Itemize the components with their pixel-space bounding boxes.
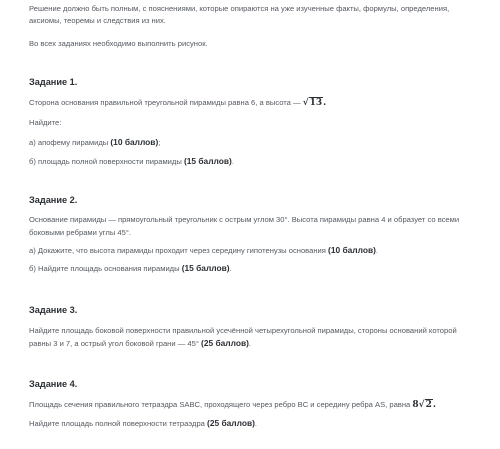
task2-part-a	[29, 244, 488, 257]
task2-part-b-end: .	[229, 264, 232, 274]
task2-part-a-points: (10 баллов)	[328, 244, 376, 255]
task1-part-a-points: (10 баллов)	[110, 136, 159, 147]
task4-title: Задание 4.	[29, 379, 78, 389]
task1-part-b-end: .	[231, 157, 234, 167]
task4-line-1-text: Площадь сечения правильного тетраэдра SABC, проходящего через ребро BC и середину ребра AS, равна	[29, 400, 411, 409]
task4-area-coef: 8	[412, 400, 419, 410]
task3-end: .	[248, 339, 252, 349]
task3-line-2	[29, 337, 488, 350]
task1-statement-text: Сторона основания правильной треугольной пирамиды равна 6, а высота —	[29, 98, 301, 107]
task1-part-b-points: (15 баллов)	[183, 156, 232, 167]
task1-part-a	[29, 136, 488, 149]
task2-part-b-points: (15 баллов)	[181, 263, 230, 274]
task1-find: Найдите:	[29, 118, 62, 128]
task3-section	[29, 304, 488, 351]
task2-part-a-end: .	[375, 245, 379, 255]
task4-line-1	[29, 398, 488, 412]
task3-points: (25 баллов)	[201, 338, 249, 349]
task2-line-2: боковыми ребрами углы 45°.	[29, 228, 131, 238]
task2-title: Задание 2.	[29, 195, 78, 205]
task1-radicand: 13	[309, 98, 323, 108]
task4-section	[29, 378, 488, 431]
task3-line-1: Найдите площадь боковой поверхности правильной усечённой четырехугольной пирамиды, стороны оснований которой	[29, 326, 457, 335]
task2-section	[29, 194, 488, 276]
task4-end: .	[254, 419, 258, 429]
task3-line-2-text: равны 3 и 7, а острый угол боковой грани — 45°	[29, 339, 199, 349]
task3-title: Задание 3.	[29, 305, 78, 315]
task1-period: .	[323, 98, 327, 108]
task2-line-1: Основание пирамиды — прямоугольный треугольник с острым углом 30°. Высота пирамиды равна 4 и образует со всеми	[29, 215, 460, 224]
task1-part-a-end: ;	[158, 137, 161, 147]
task1-section	[29, 76, 488, 169]
task1-statement	[29, 96, 488, 110]
task4-sqrt: √2	[418, 400, 432, 410]
task4-radicand: 2	[425, 400, 432, 410]
task2-part-b-text: б) Найдите площадь основания пирамиды	[29, 264, 180, 274]
task1-part-b-text: б) площадь полной поверхности пирамиды	[29, 157, 182, 167]
task1-part-b	[29, 155, 488, 168]
intro-line-2: аксиомы, теоремы и следствия из них.	[29, 16, 166, 26]
task2-part-a-text: а) Докажите, что высота пирамиды проходит через середину гипотенузы основания	[29, 245, 326, 255]
intro-section	[29, 2, 488, 50]
task4-line-2-text: Найдите площадь полной поверхности тетраэдра	[29, 419, 205, 429]
intro-line-1: Решение должно быть полным, с пояснениями, которые опираются на уже изученные факты, формулы, определения,	[29, 4, 450, 13]
task2-part-b	[29, 262, 488, 275]
task4-line-2	[29, 417, 488, 430]
intro-line-3: Во всех заданиях необходимо выполнить рисунок.	[29, 38, 208, 48]
task4-period: .	[432, 400, 436, 410]
task1-sqrt: √13	[302, 98, 323, 108]
task1-title: Задание 1.	[29, 77, 78, 87]
task1-part-a-text: а) апофему пирамиды	[29, 137, 109, 147]
task4-points: (25 баллов)	[207, 418, 255, 429]
